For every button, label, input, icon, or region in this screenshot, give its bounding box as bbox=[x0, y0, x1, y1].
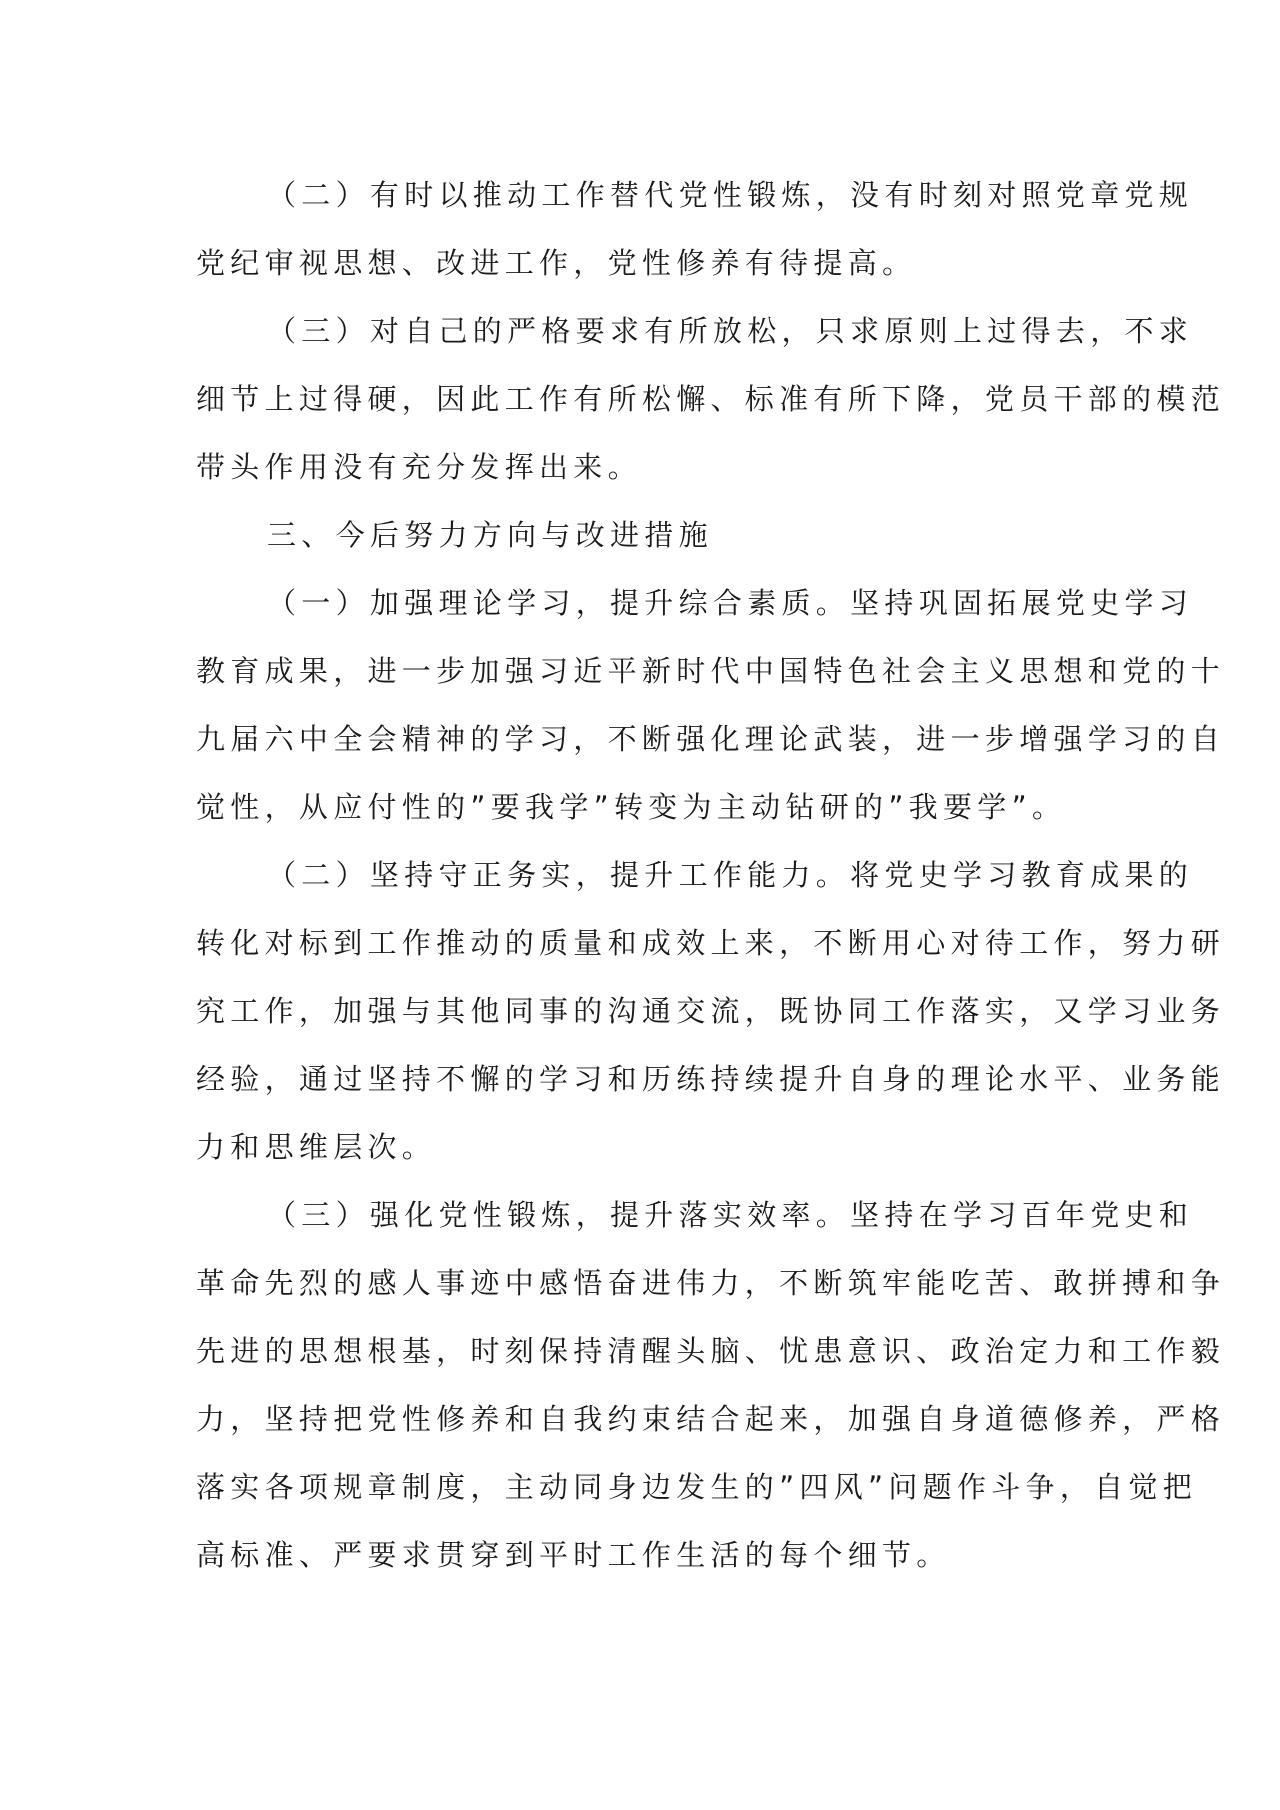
paragraph-line: （二）有时以推动工作替代党性锻炼，没有时刻对照党章党规 bbox=[267, 178, 1194, 212]
paragraph-line: 落实各项规章制度，主动同身边发生的”四风”问题作斗争，自觉把 bbox=[196, 1470, 1198, 1504]
paragraph-line: （一）加强理论学习，提升综合素质。坚持巩固拓展党史学习 bbox=[267, 586, 1194, 620]
paragraph-line: 高标准、严要求贯穿到平时工作生活的每个细节。 bbox=[196, 1538, 951, 1572]
paragraph-line: （三）对自己的严格要求有所放松，只求原则上过得去，不求 bbox=[267, 314, 1194, 348]
section-heading: 三、今后努力方向与改进措施 bbox=[267, 518, 713, 552]
paragraph-line: 革命先烈的感人事迹中感悟奋进伟力，不断筑牢能吃苦、敢拼搏和争 bbox=[196, 1266, 1226, 1300]
paragraph-line: 九届六中全会精神的学习，不断强化理论武装，进一步增强学习的自 bbox=[196, 722, 1226, 756]
document-body bbox=[196, 161, 1226, 1589]
paragraph-line: 力和思维层次。 bbox=[196, 1130, 437, 1164]
paragraph-line: 细节上过得硬，因此工作有所松懈、标准有所下降，党员干部的模范 bbox=[196, 382, 1226, 416]
paragraph-line: 教育成果，进一步加强习近平新时代中国特色社会主义思想和党的十 bbox=[196, 654, 1226, 688]
paragraph-line: 先进的思想根基，时刻保持清醒头脑、忧患意识、政治定力和工作毅 bbox=[196, 1334, 1226, 1368]
paragraph-line: 究工作，加强与其他同事的沟通交流，既协同工作落实，又学习业务 bbox=[196, 994, 1226, 1028]
paragraph-line: 经验，通过坚持不懈的学习和历练持续提升自身的理论水平、业务能 bbox=[196, 1062, 1226, 1096]
paragraph-line: 带头作用没有充分发挥出来。 bbox=[196, 450, 642, 484]
paragraph-line: 党纪审视思想、改进工作，党性修养有待提高。 bbox=[196, 246, 917, 280]
paragraph-line: （三）强化党性锻炼，提升落实效率。坚持在学习百年党史和 bbox=[267, 1198, 1194, 1232]
paragraph-line: 转化对标到工作推动的质量和成效上来，不断用心对待工作，努力研 bbox=[196, 926, 1226, 960]
paragraph-line: （二）坚持守正务实，提升工作能力。将党史学习教育成果的 bbox=[267, 858, 1194, 892]
paragraph-line: 觉性，从应付性的”要我学”转变为主动钻研的”我要学”。 bbox=[196, 790, 1067, 824]
paragraph-line: 力，坚持把党性修养和自我约束结合起来，加强自身道德修养，严格 bbox=[196, 1402, 1226, 1436]
